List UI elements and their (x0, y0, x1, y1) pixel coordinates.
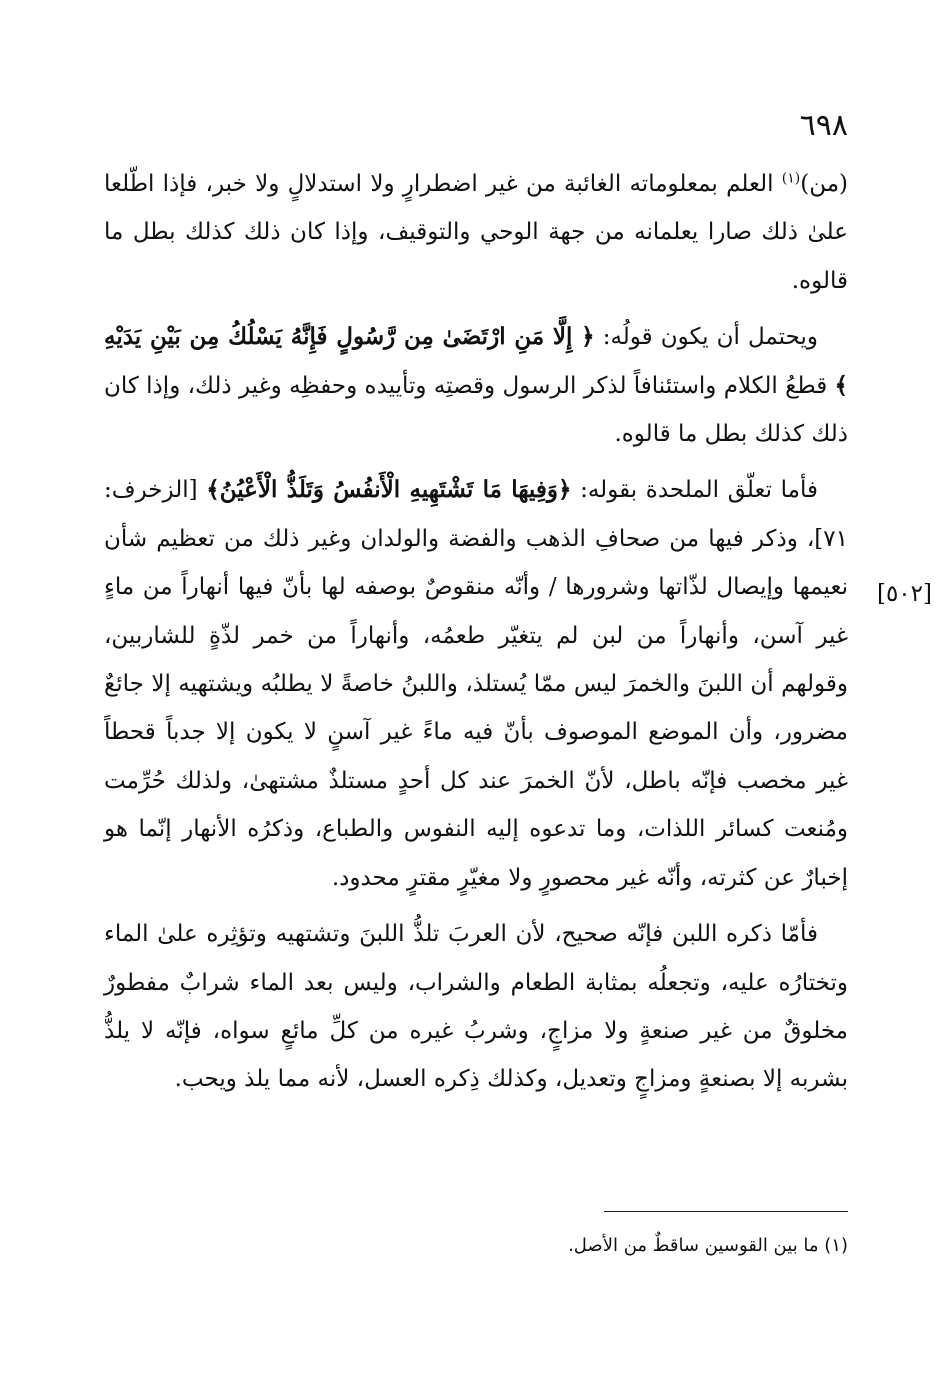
quran-verse-1: ﴿ إِلَّا مَنِ ارْتَضَىٰ مِن رَّسُولٍ فَإِنَّهُ يَسْلُكُ مِن بَيْنِ يَدَيْهِ ﴾ (104, 323, 848, 399)
paragraph-3-text: [الزخرف: ٧١]، وذكر فيها من صحافِ الذهب والفضة والولدان وغير ذلك من تعظيم شأن نعيمها وإيصال لذّاتها وشرورها / وأنّه منقوصٌ بوصفه لها بأنّ فيها أنهاراً من ماءٍ غير آسن، وأنهاراً من لبن لم يتغيّر طعمُه، وأنهاراً من خمر لذّةٍ للشاربين، وقولهم أن اللبنَ والخمرَ ليس ممّا يُستلذ، واللبنُ خاصةً لا يطلبُه ويشتهيه إلا جائعٌ مضرور، وأن الموضع الموصوف بأنّ فيه ماءً غير آسنٍ لا يكون إلا جدباً قحطاً غير مخصب فإنّه باطل، لأنّ الخمرَ عند كل أحدٍ مستلذٌ مشتهىٰ، ولذلك حُرِّمت ومُنعت كسائر اللذات، وما تدعوه إليه النفوس والطباع، وذكرُه الأنهار إنّما هو إخبارٌ عن كثرته، وأنّه غير محصورٍ ولا مغيّرٍ مقترٍ محدود. (104, 477, 848, 891)
paragraph-3 (104, 466, 848, 902)
main-text (104, 160, 848, 1104)
paragraph-4 (104, 910, 848, 1104)
margin-page-reference: [٥٠٢] (876, 581, 932, 607)
paragraph-1-text: العلم بمعلوماته الغائبة من غير اضطرارٍ ولا استدلالٍ ولا خبر، فإذا اطّلعا علىٰ ذلك صارا يعلمانه من جهة الوحي والتوقيف، وإذا كان ذلك كذلك بطل ما قالوه. (104, 171, 848, 294)
paragraph-1-start: (من) (800, 171, 848, 197)
paragraph-4-text: فأمّا ذكره اللبن فإنّه صحيح، لأن العربَ تلذُّ اللبنَ وتشتهيه وتؤثِره علىٰ الماء وتختارُه عليه، وتجعلُه بمثابة الطعام والشراب، وليس بعد الماء شرابٌ مفطورٌ مخلوقٌ من غير صنعةٍ ولا مزاجٍ، وشربُ غيره من كلِّ مائعٍ سواه، فإنّه لا يلذُّ بشربه إلا بصنعةٍ ومزاجٍ وتعديل، وكذلك ذِكره العسل، لأنه مما يلذ ويحب. (104, 921, 848, 1093)
paragraph-2 (104, 313, 848, 458)
paragraph-2-text: قطعُ الكلام واستئنافاً لذكر الرسول وقصتِه وتأييده وحفظِه وغير ذلك، وإذا كان ذلك كذلك بطل ما قالوه. (104, 372, 848, 448)
quran-verse-2: ﴿وَفِيهَا مَا تَشْتَهِيهِ الْأَنفُسُ وَتَلَذُّ الْأَعْيُنُ﴾ (206, 476, 572, 504)
paragraph-3-start: فأما تعلّق الملحدة بقوله: (571, 477, 818, 504)
page-number: ٦٩٨ (799, 108, 848, 143)
footnote-divider (604, 1211, 848, 1212)
footnote: (١) ما بين القوسين ساقطٌ من الأصل. (568, 1235, 848, 1256)
paragraph-2-start: ويحتمل أن يكون قولُه: (594, 324, 818, 351)
footnote-marker: (١) (781, 170, 801, 187)
paragraph-1 (104, 160, 848, 305)
